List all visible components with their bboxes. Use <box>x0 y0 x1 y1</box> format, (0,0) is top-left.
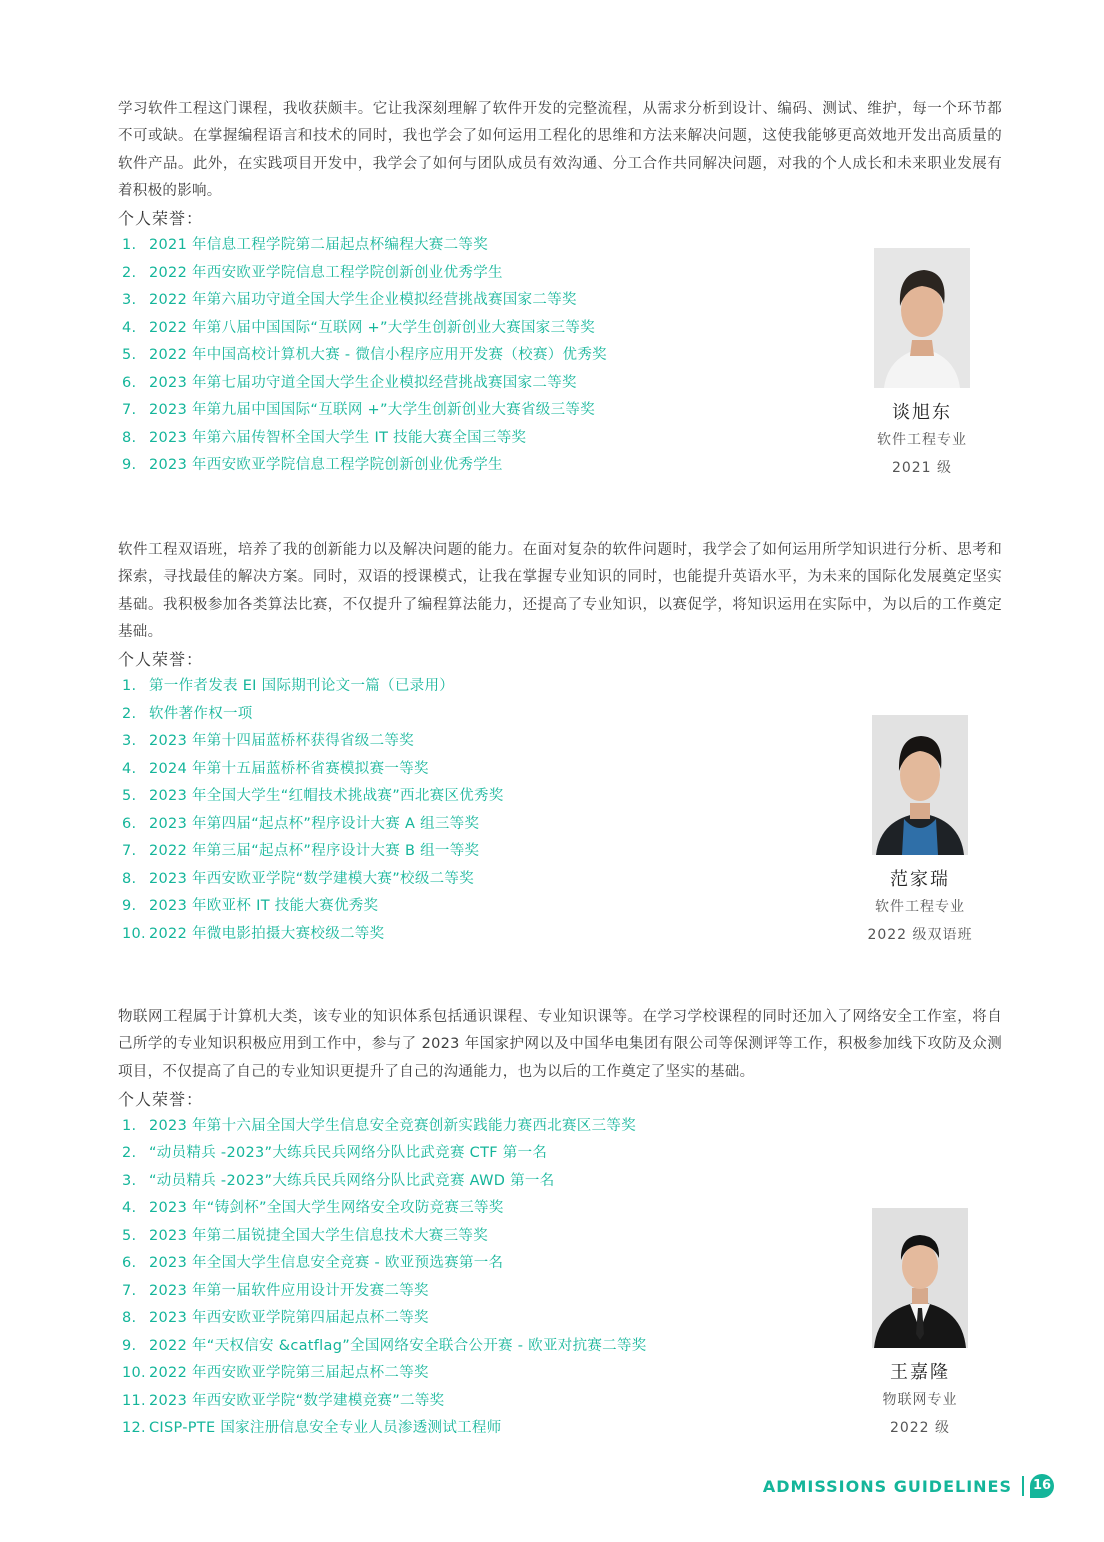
list-item: 3. 2022 年第六届功守道全国大学生企业模拟经营挑战赛国家二等奖 <box>122 292 577 309</box>
student-profile-2 <box>850 715 990 949</box>
student-grade: 2022 级双语班 <box>867 927 973 943</box>
student-photo <box>872 1208 968 1348</box>
list-item: 5. 2023 年全国大学生“红帽技术挑战赛”西北赛区优秀奖 <box>122 788 504 805</box>
list-item: 4. 2024 年第十五届蓝桥杯省赛模拟赛一等奖 <box>122 760 429 777</box>
honors-heading: 个人荣誉： <box>118 650 204 670</box>
list-item: 7. 2023 年第九届中国国际“互联网 +”大学生创新创业大赛省级三等奖 <box>122 402 595 419</box>
list-item: 2. 软件著作权一项 <box>122 705 253 722</box>
list-item: 9. 2023 年欧亚杯 IT 技能大赛优秀奖 <box>122 898 379 915</box>
student-major: 物联网专业 <box>882 1392 958 1408</box>
list-item: 10. 2022 年西安欧亚学院第三届起点杯二等奖 <box>122 1365 429 1382</box>
list-item: 1. 2021 年信息工程学院第二届起点杯编程大赛二等奖 <box>122 237 489 254</box>
list-item: 1. 第一作者发表 EI 国际期刊论文一篇（已录用） <box>122 678 455 695</box>
student-intro: 软件工程双语班，培养了我的创新能力以及解决问题的能力。在面对复杂的软件问题时，我学会了如何运用所学知识进行分析、思考和探索，寻找最佳的解决方案。同时，双语的授课模式，让我在掌握专业知识的同时，也能提升英语水平，为未来的国际化发展奠定坚实基础。我积极参加各类算法比赛，不仅提升了编程算法能力，还提高了专业知识，以赛促学，将知识运用在实际中，为以后的工作奠定基础。 <box>118 542 1002 640</box>
list-item: 9. 2022 年“天权信安 &catflag”全国网络安全联合公开赛 - 欧亚对抗赛二等奖 <box>122 1337 647 1354</box>
list-item: 4. 2023 年“铸剑杯”全国大学生网络安全攻防竞赛三等奖 <box>122 1200 504 1217</box>
student-photo <box>872 715 968 855</box>
list-item: 2. “动员精兵 -2023”大练兵民兵网络分队比武竞赛 CTF 第一名 <box>122 1145 548 1162</box>
footer-divider <box>1022 1476 1024 1496</box>
list-item: 8. 2023 年西安欧亚学院第四届起点杯二等奖 <box>122 1310 429 1327</box>
student-intro: 物联网工程属于计算机大类，该专业的知识体系包括通识课程、专业知识课等。在学习学校课程的同时还加入了网络安全工作室，将自己所学的专业知识积极应用到工作中，参与了 2023 年国家护网以及中国华电集团有限公司等保测评等工作，积极参加线下攻防及众测项目，不仅提高了自己的专业知识更提升了自己的沟通能力，也为以后的工作奠定了坚实的基础。 <box>118 1009 1002 1080</box>
list-item: 11. 2023 年西安欧亚学院“数学建模竞赛”二等奖 <box>122 1392 445 1409</box>
student-name: 谈旭东 <box>892 402 952 423</box>
student-profile-1 <box>852 248 992 482</box>
list-item: 12. CISP-PTE 国家注册信息安全专业人员渗透测试工程师 <box>122 1420 502 1437</box>
list-item: 8. 2023 年第六届传智杯全国大学生 IT 技能大赛全国三等奖 <box>122 429 527 446</box>
list-item: 6. 2023 年第四届“起点杯”程序设计大赛 A 组三等奖 <box>122 815 480 832</box>
student-grade: 2021 级 <box>891 460 953 476</box>
student-grade: 2022 级 <box>889 1420 951 1436</box>
list-item: 7. 2022 年第三届“起点杯”程序设计大赛 B 组一等奖 <box>122 843 480 860</box>
list-item: 4. 2022 年第八届中国国际“互联网 +”大学生创新创业大赛国家三等奖 <box>122 319 595 336</box>
page-footer <box>763 1474 1054 1498</box>
student-name: 王嘉隆 <box>890 1362 950 1383</box>
list-item: 10. 2022 年微电影拍摄大赛校级二等奖 <box>122 925 385 942</box>
student-major: 软件工程专业 <box>877 432 967 448</box>
page-number-badge: 16 <box>1030 1474 1054 1498</box>
footer-label: ADMISSIONS GUIDELINES <box>762 1476 1012 1496</box>
student-intro: 学习软件工程这门课程，我收获颇丰。它让我深刻理解了软件开发的完整流程，从需求分析到设计、编码、测试、维护，每一个环节都不可或缺。在掌握编程语言和技术的同时，我也学会了如何运用工程化的思维和方法来解决问题，这使我能够更高效地开发出高质量的软件产品。此外，在实践项目开发中，我学会了如何与团队成员有效沟通、分工合作共同解决问题，对我的个人成长和未来职业发展有着积极的影响。 <box>118 101 1002 199</box>
student-profile-3 <box>850 1208 990 1442</box>
student-major: 软件工程专业 <box>875 899 965 915</box>
list-item: 7. 2023 年第一届软件应用设计开发赛二等奖 <box>122 1282 429 1299</box>
list-item: 8. 2023 年西安欧亚学院“数学建模大赛”校级二等奖 <box>122 870 475 887</box>
student-name: 范家瑞 <box>890 869 950 890</box>
list-item: 6. 2023 年全国大学生信息安全竞赛 - 欧亚预选赛第一名 <box>122 1255 504 1272</box>
honors-heading: 个人荣誉： <box>118 209 204 229</box>
list-item: 5. 2022 年中国高校计算机大赛 - 微信小程序应用开发赛（校赛）优秀奖 <box>122 347 607 364</box>
list-item: 9. 2023 年西安欧亚学院信息工程学院创新创业优秀学生 <box>122 457 503 474</box>
list-item: 2. 2022 年西安欧亚学院信息工程学院创新创业优秀学生 <box>122 264 503 281</box>
list-item: 6. 2023 年第七届功守道全国大学生企业模拟经营挑战赛国家二等奖 <box>122 374 577 391</box>
list-item: 1. 2023 年第十六届全国大学生信息安全竞赛创新实践能力赛西北赛区三等奖 <box>122 1117 637 1134</box>
list-item: 3. 2023 年第十四届蓝桥杯获得省级二等奖 <box>122 733 415 750</box>
honors-heading: 个人荣誉： <box>118 1089 204 1109</box>
list-item: 3. “动员精兵 -2023”大练兵民兵网络分队比武竞赛 AWD 第一名 <box>122 1172 555 1189</box>
list-item: 5. 2023 年第二届锐捷全国大学生信息技术大赛三等奖 <box>122 1227 489 1244</box>
student-photo <box>874 248 970 388</box>
